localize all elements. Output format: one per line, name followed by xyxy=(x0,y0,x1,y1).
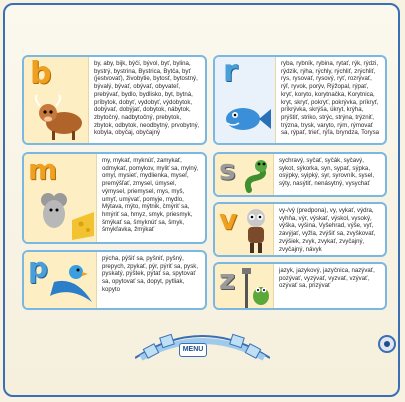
letter-z: z xyxy=(219,263,236,296)
letter-m: m xyxy=(28,153,58,186)
bull-icon xyxy=(28,93,88,143)
word-list-m: my, mykať, myknúť, zamykať, odmykať, pomykov, myliť sa, mylný, omyl, mysieť, mydlienka, myseľ, premýšľať, zmysel, úmysel, výmysel, priemysel, mys, myš, umyť, umývať, pomyje, mydlo, Mýtava, mýto, mýtnik, čmýriť sa, hmýriť sa, hmyz, smyk, priesmyk, šmýkať sa, šmyknúť sa, šmyk, šmykľavka, žmýkať xyxy=(102,157,199,234)
card-v xyxy=(213,202,387,257)
word-list-b: by, aby, bijk, býčí, bývol, byť, bylina, bystrý, bystrina, Bystrica, Bytča, byť (jestvovať), živobytie, bytosť, bytostný, bývalý, bývať, obývať, obyvateľ, prebývať, bydlo, bydlisko, byt, bytná, príbytok, dobyť, vydobyť, výdobytok, dobývať, dobýjať, dobytok, nábytok, zbytočný, nadbytočný, prebytok, zbytok, odbytok, neodbytný, prvobytný, kobyla, obyčaj, obyčajný xyxy=(94,60,200,137)
letter-p: p xyxy=(28,251,49,284)
card-art-p xyxy=(24,252,97,308)
nav-circle-button[interactable] xyxy=(378,335,396,353)
word-list-v: vy-/vý (predpona), vy, vykať, výdra, vyhňa, výr, výskať, výskol, vysoký, výška, vyšina, Vyšehrad, výše, vyť, zavýjať, vyžla, zvýšiť sa, zvyškovať, zvýšiek, zvyk, zvykať, zvyčajný, zvyčajný, návyk xyxy=(279,207,376,253)
owl-icon xyxy=(241,208,271,256)
card-z xyxy=(213,262,387,310)
letter-s: s xyxy=(219,153,236,186)
card-art-s xyxy=(215,154,274,195)
card-p xyxy=(22,250,207,310)
mouse-with-cheese-icon xyxy=(26,186,96,242)
card-art-v xyxy=(215,204,274,255)
word-list-s: sychravý, syčať, syčák, syčavý, sykot, sýkorka, syn, sypať, sýpka, osýpky, syipký, syr, syrovník, sysel, sýty, nasýtiť, nenásytný, vysychať xyxy=(279,157,375,188)
alphabet-tabs xyxy=(135,318,270,364)
word-list-r: ryba, rybník, rybina, rytať, rýk, rýdzi, rýdzik, rýha, rýchly, rýchliť, zrýchliť, rys, rysovať, rysový, ryť, rozrývať, rýľ, ryvok, porýv, Rýžopal, rýpať, kryť, koryto, korytnačka, Korytnica, kryt, skryť, pokryť, pokrývka, príkryť, príkrývka, skrýša, úkryt, krýha, prýštiť, striko, strýc, strýna, trýzniť, trýzna, trysk, varyto, rým, rýmovať sa, rýpať, trieť, rýľa, bryndza, Torysa xyxy=(281,60,380,137)
letter-v: v xyxy=(219,203,238,236)
fish-icon xyxy=(217,99,273,139)
letter-r: r xyxy=(223,55,238,89)
card-m xyxy=(22,152,207,244)
letter-b: b xyxy=(30,56,52,91)
word-list-p: pýcha, pýšiť sa, pyšniť, pyšný, prepych, zpykať, pýr, pýriť sa, pysk, pyskatý, pýštek, pýtať sa, spytovať sa, opytovať sa, dopyt, pytliak, kopyto xyxy=(102,255,199,293)
card-art-r xyxy=(215,57,276,143)
card-art-z xyxy=(215,264,274,308)
word-list-z: jazyk, jazykový, jazyčnica, nazývať, pozývať, vyzývať, vyzvať, vzývať, ozývať sa, prizývať xyxy=(279,267,375,290)
snake-icon xyxy=(243,158,271,194)
frog-lamp-icon xyxy=(241,266,271,310)
card-b xyxy=(22,55,207,145)
card-art-b xyxy=(24,57,89,143)
card-s xyxy=(213,152,387,197)
card-r xyxy=(213,55,387,145)
menu-button[interactable]: MENU xyxy=(179,343,207,357)
peacock-icon xyxy=(46,256,94,308)
card-art-m xyxy=(24,154,97,242)
